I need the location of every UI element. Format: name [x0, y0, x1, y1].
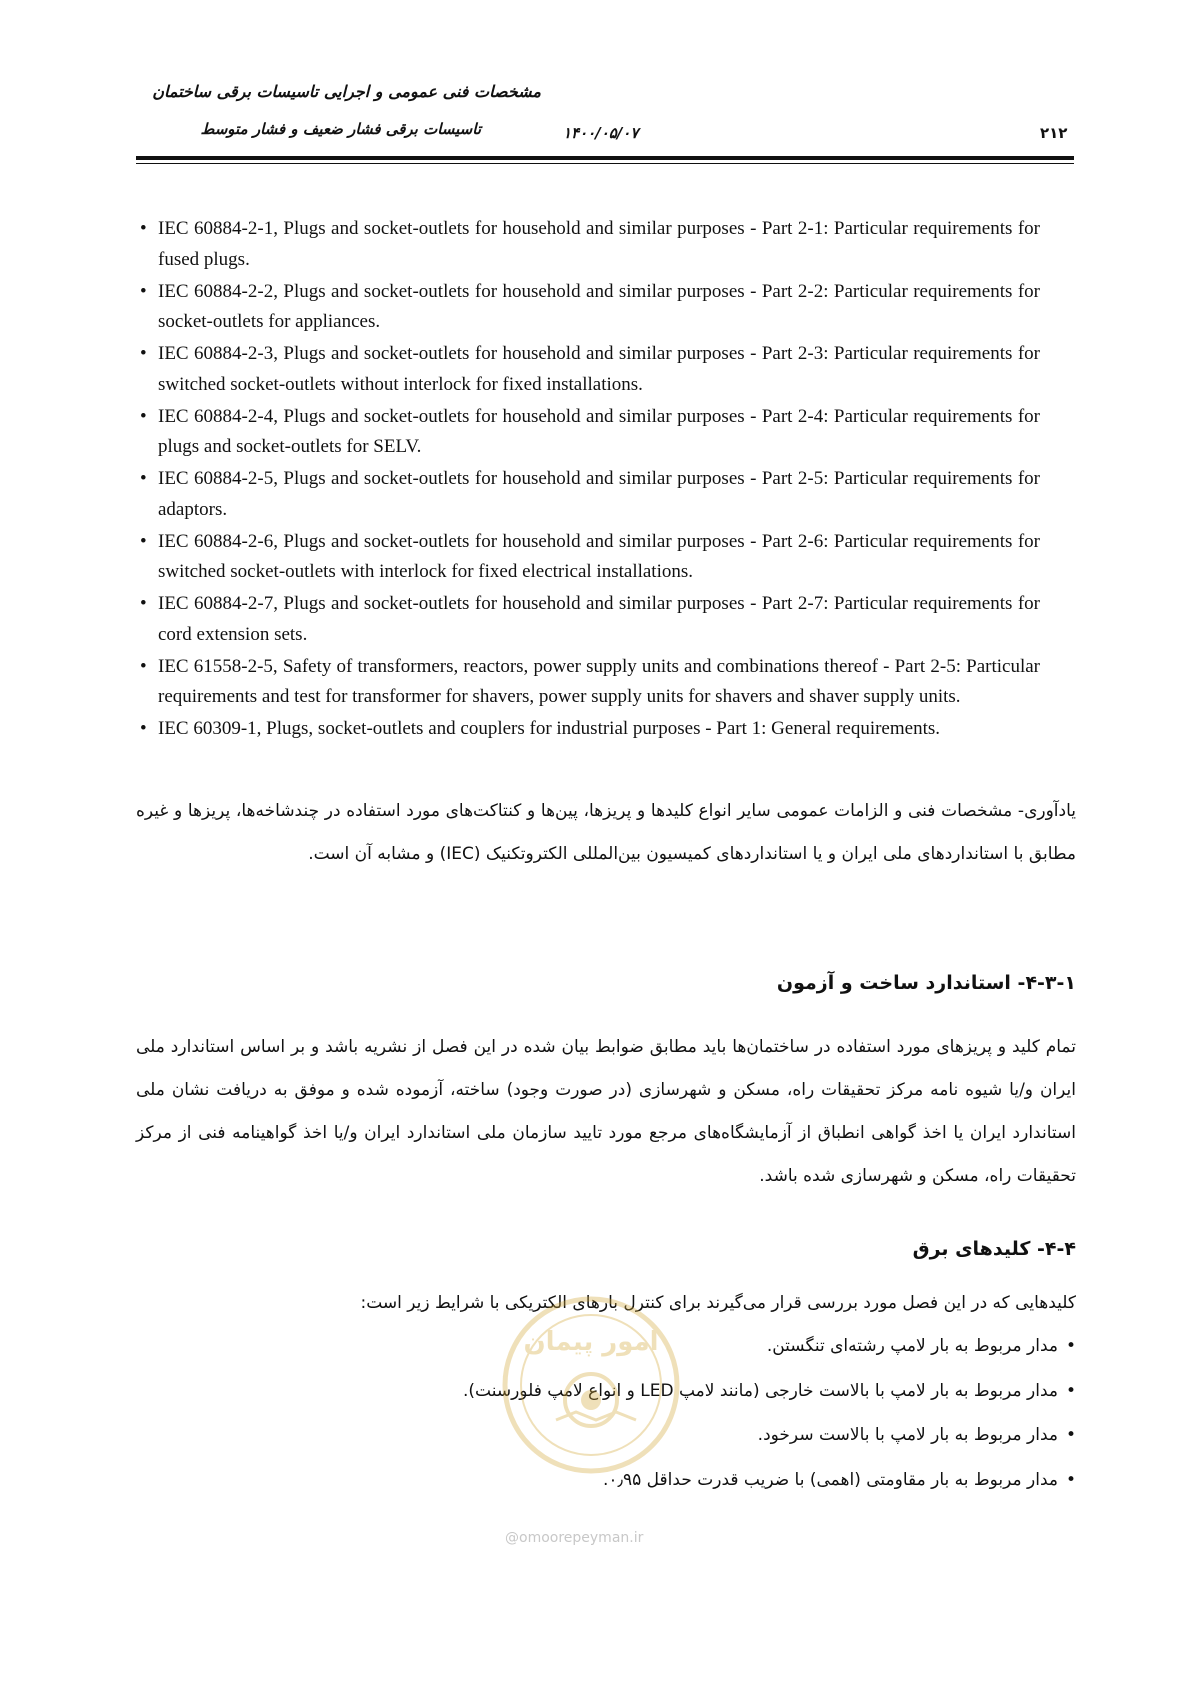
standard-item — [140, 714, 1040, 745]
standard-text: IEC 60884-2-6, Plugs and socket-outlets for household and similar purposes - Part 2-6: Particular requirements for switched socket-outlets with interlock for fixed electrical installations. — [158, 530, 1040, 582]
watermark-text: @omoorepeyman.ir — [505, 1530, 644, 1546]
bullet-icon: • — [1065, 1380, 1076, 1401]
bullet-icon: • — [140, 530, 147, 552]
section-heading-standard: ۴-۳-۱- استاندارد ساخت و آزمون — [776, 972, 1076, 994]
bullet-icon: • — [1065, 1336, 1076, 1356]
standard-text: IEC 61558-2-5, Safety of transformers, reactors, power supply units and combinations thereof - Part 2-5: Particular requirements and test for transformer for shavers, power supply units for shavers and shaver supply units. — [158, 655, 1040, 707]
header-subtitle: تاسیسات برقی فشار ضعیف و فشار متوسط — [200, 120, 481, 138]
list-item-text: مدار مربوط به بار لامپ رشته‌ای تنگستن. — [766, 1336, 1058, 1356]
watermark-logo — [486, 1290, 696, 1480]
standard-item — [140, 652, 1040, 713]
page-number: ۲۱۲ — [1040, 124, 1068, 142]
standard-item — [140, 339, 1040, 400]
bullet-icon: • — [140, 593, 147, 614]
standard-item — [140, 277, 1040, 338]
bullet-icon: • — [140, 468, 147, 489]
standard-text: IEC 60884-2-5, Plugs and socket-outlets for household and similar purposes - Part 2-5: Particular requirements for adaptors. — [158, 468, 1040, 520]
standard-item — [140, 402, 1040, 463]
bullet-icon: • — [1065, 1425, 1076, 1445]
standards-list — [140, 214, 1040, 746]
list-item-text: مدار مربوط به بار مقاومتی (اهمی) با ضریب قدرت حداقل ۰٫۹۵. — [602, 1469, 1058, 1490]
standard-text: IEC 60884-2-2, Plugs and socket-outlets for household and similar purposes - Part 2-2: Particular requirements for socket-outlets for appliances. — [158, 280, 1040, 332]
note-paragraph: یادآوری- مشخصات فنی و الزامات عمومی سایر انواع کلیدها و پریزها، پین‌ها و کنتاکت‌های مورد استفاده در چندشاخه‌ها، پریزها و غیره مطابق با استانداردهای ملی ایران و یا استانداردهای کمیسیون بین‌المللی الکتروتکنیک (IEC) و مشابه آن است. — [136, 801, 1076, 864]
list-item-text: مدار مربوط به بار لامپ با بالاست سرخود. — [757, 1425, 1058, 1445]
standard-text: IEC 60884-2-4, Plugs and socket-outlets for household and similar purposes - Part 2-4: Particular requirements for plugs and socket-outlets for SELV. — [158, 405, 1040, 457]
bullet-icon: • — [140, 405, 147, 427]
bullet-icon: • — [140, 718, 147, 739]
standard-text: IEC 60309-1, Plugs, socket-outlets and couplers for industrial purposes - Part 1: General requirements. — [158, 718, 940, 739]
header-rule-thick — [136, 156, 1074, 160]
bullet-icon: • — [1065, 1469, 1076, 1490]
section-body-standard: تمام کلید و پریزهای مورد استفاده در ساختمان‌ها باید مطابق ضوابط بیان شده در این فصل از نشریه باشد و بر اساس استاندارد ملی ایران و/یا شیوه نامه مرکز تحقیقات راه، مسکن و شهرسازی (در صورت وجود) ساخته، آزموده شده و موفق به دریافت نشان ملی استاندارد ایران یا اخذ گواهی انطباق از آزمایشگاه‌های مرجع مورد تایید سازمان ملی استاندارد ایران و/یا اخذ گواهینامه فنی از مرکز تحقیقات راه، مسکن و شهرسازی شده باشد. — [136, 1037, 1076, 1186]
header-title: مشخصات فنی عمومی و اجرایی تاسیسات برقی ساختمان — [152, 82, 541, 101]
section-intro-switches: کلیدهایی که در این فصل مورد بررسی قرار می‌گیرند برای کنترل بارهای الکتریکی با شرایط زیر است: — [360, 1293, 1076, 1313]
standard-text: IEC 60884-2-7, Plugs and socket-outlets for household and similar purposes - Part 2-7: Particular requirements for cord extension sets. — [158, 593, 1040, 645]
bullet-icon: • — [140, 655, 147, 677]
section-heading-switches: ۴-۴- کلیدهای برق — [912, 1238, 1076, 1260]
header-date: ۱۴۰۰/۰۵/۰۷ — [563, 124, 639, 142]
list-item-text: مدار مربوط به بار لامپ با بالاست خارجی (مانند لامپ LED و انواع لامپ فلورسنت). — [462, 1380, 1058, 1401]
standard-item — [140, 214, 1040, 275]
standard-text: IEC 60884-2-1, Plugs and socket-outlets for household and similar purposes - Part 2-1: Particular requirements for fused plugs. — [158, 218, 1040, 270]
header-rule-thin — [136, 163, 1074, 164]
watermark-logo-text: امور پیمان — [523, 1327, 659, 1357]
bullet-icon: • — [140, 280, 147, 302]
standard-text: IEC 60884-2-3, Plugs and socket-outlets for household and similar purposes - Part 2-3: Particular requirements for switched socket-outlets without interlock for fixed installations. — [158, 343, 1040, 395]
standard-item — [140, 464, 1040, 525]
bullet-icon: • — [140, 218, 147, 239]
bullet-icon: • — [140, 343, 147, 364]
standard-item — [140, 527, 1040, 588]
standard-item — [140, 589, 1040, 650]
